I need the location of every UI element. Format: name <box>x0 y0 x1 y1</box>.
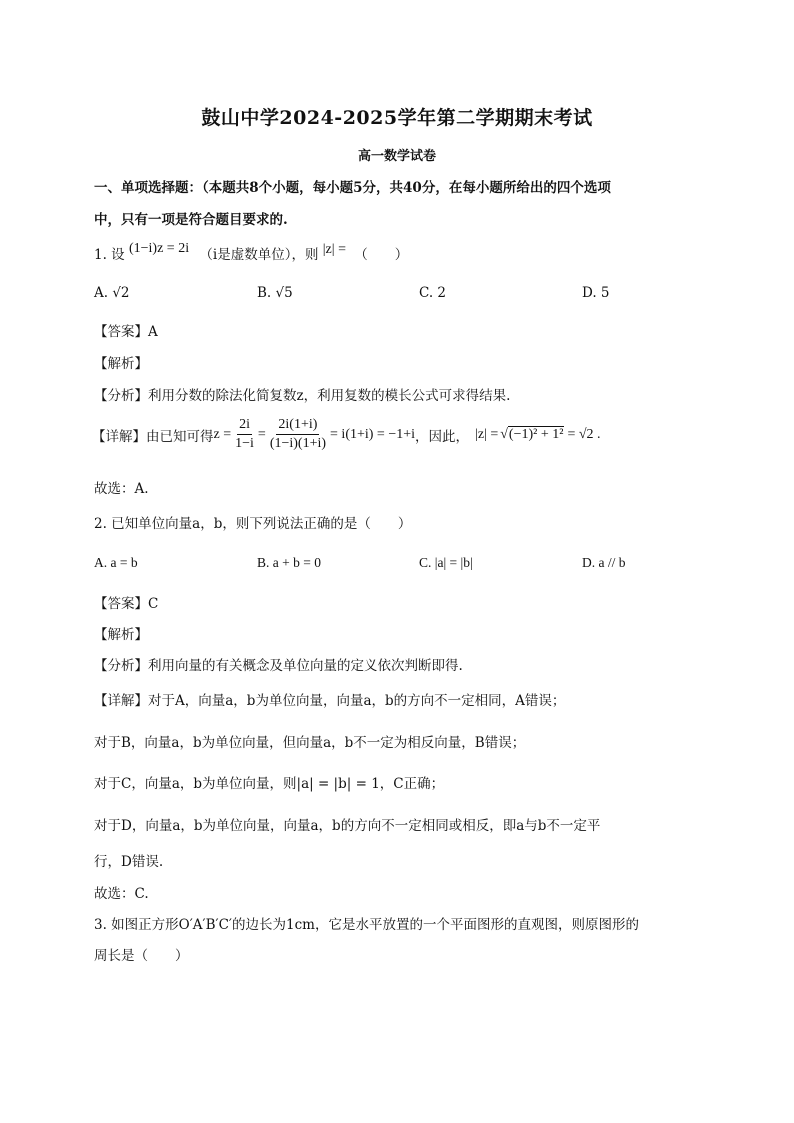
q2-option-b: B. a + b = 0 <box>257 555 321 570</box>
q2-option-a: A. a = b <box>94 555 138 570</box>
q1-option-c: C. 2 <box>419 285 447 301</box>
q1-note: （i是虚数单位），则 <box>199 247 319 263</box>
q2-detail-c: 对于C，向量a，b为单位向量，则|a| = |b| = 1，C正确； <box>94 776 445 792</box>
exam-subtitle: 高一数学试卷 <box>357 149 436 164</box>
q1-prefix: 1. 设 <box>94 247 125 263</box>
q2-detail-d-line1: 对于D，向量a，b为单位向量，向量a，b的方向不一定相同或相反，即a与b不一定平 <box>94 818 601 834</box>
q2-option-c: C. |a| = |b| <box>419 555 473 570</box>
q1-fraction-2 <box>268 416 328 453</box>
section-heading-line2: 中，只有一项是符合题目要求的. <box>94 212 288 228</box>
q1-detail-therefore: ，因此， <box>415 428 470 445</box>
q2-answer: 【答案】C <box>94 596 159 612</box>
question-1-stem <box>94 243 408 264</box>
section-heading-line1: 一、单项选择题：（本题共8个小题，每小题5分，共40分，在每小题所给出的四个选项 <box>94 180 611 196</box>
q1-fraction-1 <box>233 416 256 453</box>
q1-analysis-label: 【解析】 <box>94 356 148 372</box>
q1-option-d: D. 5 <box>582 285 610 301</box>
q1-analysis: 【分析】利用分数的除法化简复数z，利用复数的模长公式可求得结果. <box>94 388 511 404</box>
q1-detail-mid: = i(1+i) = −1+i <box>330 426 416 442</box>
exam-title: 鼓山中学2024-2025学年第二学期期末考试 <box>201 107 593 129</box>
q1-option-b: B. √5 <box>257 285 293 301</box>
q1-choice: 故选：A. <box>94 481 149 497</box>
q1-detail-sqrt: (−1)² + 1² <box>508 427 564 442</box>
question-2-stem: 2. 已知单位向量a，b，则下列说法正确的是（ ） <box>94 516 412 532</box>
q2-option-d: D. a // b <box>582 555 626 570</box>
q1-detail: 【详解】由已知可得 z = $\frac{2i}{1-i}$ = $\frac{2i(1+i)}{(1-i)(1+i)}$ = i(1+i) = −1+i ，因此， |z| = √ (−1)² + 1² = √2 . <box>92 417 601 451</box>
q1-detail-prefix: 【详解】由已知可得 <box>92 428 214 445</box>
q1-fraction-2-denominator: (1−i)(1+i) <box>269 436 327 451</box>
q1-detail-mod: |z| = <box>475 426 499 442</box>
q2-detail-b: 对于B，向量a，b为单位向量，但向量a，b不一定为相反向量，B错误； <box>94 735 526 751</box>
question-3-line1: 3. 如图正方形O′A′B′C′的边长为1cm，它是水平放置的一个平面图形的直观图，则原图形的 <box>94 917 639 933</box>
q1-fraction-2-numerator: 2i(1+i) <box>276 416 319 435</box>
q2-choice: 故选：C. <box>94 886 149 902</box>
q1-fraction-1-numerator: 2i <box>237 416 252 435</box>
q2-analysis: 【分析】利用向量的有关概念及单位向量的定义依次判断即得. <box>94 658 463 674</box>
q1-fraction-1-denominator: 1−i <box>235 436 254 451</box>
q1-abs-z: |z| = <box>322 242 346 257</box>
q1-detail-end: = √2 . <box>567 426 601 442</box>
q1-option-a: A. √2 <box>94 285 130 301</box>
q1-detail-z: z = <box>213 426 232 442</box>
q2-detail-a: 【详解】对于A，向量a，b为单位向量，向量a，b的方向不一定相同，A错误； <box>94 693 566 709</box>
question-3-line2: 周长是（ ） <box>94 948 189 964</box>
q2-detail-d-line2: 行，D错误. <box>94 854 164 870</box>
q1-equation: (1−i)z = 2i <box>128 241 190 256</box>
q1-paren: （ ） <box>354 247 409 263</box>
q1-answer: 【答案】A <box>94 324 158 340</box>
q2-analysis-label: 【解析】 <box>94 627 148 643</box>
